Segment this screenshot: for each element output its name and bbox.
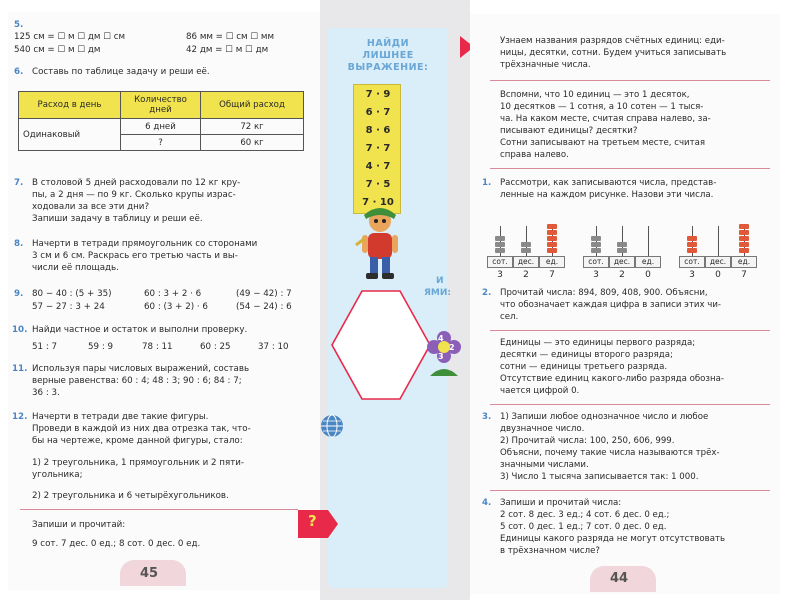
place-label: дес. [609, 256, 635, 268]
divider [490, 168, 770, 169]
table-row-label: Одинаковый [19, 119, 121, 151]
abacus-bead [591, 236, 601, 241]
ex5-row2-left: 540 см = ☐ м ☐ дм [14, 45, 101, 55]
ex11-line: Используя пары числовых выражений, составь [32, 364, 250, 374]
exercise-12-number: 12. [12, 412, 28, 422]
abacus-bead [495, 236, 505, 241]
ex10-item: 37 : 10 [258, 342, 289, 352]
divider [490, 330, 770, 331]
remember-line: 10 десятков — 1 сотня, а 10 сотен — 1 тыся- [500, 102, 704, 112]
table-header: Общий расход [201, 92, 304, 119]
ex10-item: 51 : 7 [32, 342, 58, 352]
ex2-line: Прочитай числа: 894, 809, 408, 900. Объясни, [500, 288, 708, 298]
ex12-line: угольника; [32, 470, 83, 480]
abacus-bead [617, 242, 627, 247]
place-label: ед. [635, 256, 661, 268]
ex5-row1-right: 86 мм = ☐ см ☐ мм [186, 32, 275, 42]
ex10-item: 78 : 11 [142, 342, 173, 352]
abacus-bead [495, 248, 505, 253]
ex11-line: верные равенства: 60 : 4; 48 : 3; 90 : 6; 84 : 7; [32, 376, 242, 386]
place-label: сот. [679, 256, 705, 268]
ex7-line: Запиши задачу в таблицу и реши её. [32, 214, 203, 224]
place-digit: 2 [619, 270, 625, 280]
panel-heading: ЛИШНЕЕ [362, 50, 414, 61]
abacus-bead [547, 236, 557, 241]
exercise-6-number: 6. [14, 67, 24, 77]
place-digit: 3 [689, 270, 695, 280]
expression-list [353, 84, 401, 214]
expression-item: 4 · 7 [365, 161, 391, 172]
intro-line: трёхзначные числа. [500, 60, 591, 70]
ex9-expr: 80 − 40 : (5 + 35) [32, 289, 112, 299]
place-digit: 3 [497, 270, 503, 280]
ex4-line: 2 сот. 8 дес. 3 ед.; 4 сот. 6 дес. 0 ед.; [500, 510, 670, 520]
exercise-8-number: 8. [14, 239, 24, 249]
left-page [8, 12, 320, 590]
ex3-line: 3) Число 1 тысяча записывается так: 1 000. [500, 472, 699, 482]
remember-line: Вспомни, что 10 единиц — это 1 десяток, [500, 90, 690, 100]
place-label: дес. [513, 256, 539, 268]
abacus-bead [495, 242, 505, 247]
ex4-line: 5 сот. 0 дес. 1 ед.; 7 сот. 0 дес. 0 ед. [500, 522, 667, 532]
place-label: ед. [731, 256, 757, 268]
flower-badge-icon [424, 330, 464, 378]
abacus-bead [739, 248, 749, 253]
ex12-line: бы на чертеже, кроме данной фигуры, стало: [32, 436, 243, 446]
badge-number: 2 [449, 343, 455, 352]
exercise-7-number: 7. [14, 178, 24, 188]
remember-line: Сотни записывают на третьем месте, считая [500, 138, 706, 148]
expression-item: 7 · 5 [365, 179, 391, 190]
abacus-bead [739, 236, 749, 241]
ex1-line: Рассмотри, как записываются числа, представ- [500, 178, 717, 188]
exercise-2-number: 2. [482, 288, 492, 298]
expression-item: 7 · 9 [365, 89, 391, 100]
table-cell: ? [121, 135, 201, 151]
bottom-task-line: Запиши и прочитай: [32, 520, 126, 530]
rule-line: Единицы — это единицы первого разряда; [500, 338, 696, 348]
abacus-bead [547, 230, 557, 235]
ex2-line: сел. [500, 312, 519, 322]
panel-heading: НАЙДИ [366, 38, 410, 49]
divider [490, 404, 770, 405]
expression-item: 7 · 7 [365, 143, 391, 154]
ex12-line: Проведи в каждой из них два отрезка так, что- [32, 424, 251, 434]
expression-item: 8 · 6 [365, 125, 391, 136]
expression-item: 7 · 10 [362, 197, 394, 208]
exercise-10-number: 10. [12, 325, 28, 335]
place-digit: 0 [645, 270, 651, 280]
ex12-line: 2) 2 треугольника и 6 четырёхугольников. [32, 491, 229, 501]
ex10-item: 60 : 25 [200, 342, 231, 352]
page-number: 45 [140, 566, 159, 581]
ex8-line: Начерти в тетради прямоугольник со сторонами [32, 239, 258, 249]
exercise-11-number: 11. [12, 364, 28, 374]
table-cell: 60 кг [201, 135, 304, 151]
abacus-rod [718, 226, 719, 256]
ex12-line: 1) 2 треугольника, 1 прямоугольник и 2 пяти- [32, 458, 245, 468]
ex6-text: Составь по таблице задачу и реши её. [32, 67, 210, 77]
ex4-line: в трёхзначном числе? [500, 546, 600, 556]
ex9-expr: 57 − 27 : 3 + 24 [32, 302, 105, 312]
table-header: Расход в день [19, 92, 121, 119]
badge-number: 3 [438, 352, 444, 361]
abacus-bead [521, 242, 531, 247]
place-digit: 7 [741, 270, 747, 280]
ex10-item: 59 : 9 [88, 342, 114, 352]
place-digit: 3 [593, 270, 599, 280]
ex5-row1-left: 125 см = ☐ м ☐ дм ☐ см [14, 32, 126, 42]
ex3-line: 1) Запиши любое однозначное число и любое [500, 412, 709, 422]
rule-line: десятки — единицы второго разряда; [500, 350, 673, 360]
panel-heading: ВЫРАЖЕНИЕ: [347, 62, 429, 73]
page-number: 44 [610, 571, 629, 586]
ex7-line: В столовой 5 дней расходовали по 12 кг кру- [32, 178, 241, 188]
divider [20, 509, 298, 510]
ex4-line: Запиши и прочитай числа: [500, 498, 622, 508]
ex10-text: Найди частное и остаток и выполни проверку. [32, 325, 248, 335]
table-cell: 72 кг [201, 119, 304, 135]
table-header: Количество дней [121, 92, 201, 119]
ex3-line: двузначное число. [500, 424, 585, 434]
ex3-line: 2) Прочитай числа: 100, 250, 606, 999. [500, 436, 675, 446]
abacus-bead [739, 230, 749, 235]
rule-line: сотни — единицы третьего разряда. [500, 362, 668, 372]
abacus-bead [521, 248, 531, 253]
abacus-bead [547, 242, 557, 247]
ex7-line: ходовали за все эти дни? [32, 202, 150, 212]
middle-column [308, 0, 470, 600]
exercise-5-number: 5. [14, 20, 24, 30]
abacus-bead [617, 248, 627, 253]
abacus-bead [547, 248, 557, 253]
ex12-line: Начерти в тетради две такие фигуры. [32, 412, 209, 422]
partial-heading: И [436, 276, 444, 286]
ex5-row2-right: 42 дм = ☐ м ☐ дм [186, 45, 269, 55]
place-digit: 0 [715, 270, 721, 280]
rule-line: чается цифрой 0. [500, 386, 580, 396]
ex8-line: 3 см и 6 см. Раскрась его третью часть и вы- [32, 251, 238, 261]
cartoon-character-icon [350, 205, 410, 285]
ex9-expr: (49 − 42) : 7 [236, 289, 292, 299]
bottom-task-line: 9 сот. 7 дес. 0 ед.; 8 сот. 0 дес. 0 ед. [32, 539, 201, 549]
exercise-9-number: 9. [14, 289, 24, 299]
abacus-bead [591, 242, 601, 247]
question-tab-icon[interactable] [298, 510, 338, 538]
place-label: дес. [705, 256, 731, 268]
globe-icon[interactable] [320, 414, 344, 438]
ex4-line: Единицы какого разряда не могут отсутствовать [500, 534, 726, 544]
right-page [470, 14, 780, 594]
abacus-bead [739, 224, 749, 229]
intro-line: Узнаем названия разрядов счётных единиц: еди- [500, 36, 725, 46]
question-mark: ? [308, 512, 317, 530]
abacus-bead [591, 248, 601, 253]
hexagon-shape-icon [324, 288, 434, 403]
divider [490, 490, 770, 491]
place-label: ед. [539, 256, 565, 268]
badge-number: 4 [438, 334, 444, 343]
abacus-rod [648, 226, 649, 256]
abacus-bead [547, 224, 557, 229]
table-cell: 6 дней [121, 119, 201, 135]
remember-line: справа налево. [500, 150, 569, 160]
task-table [18, 91, 304, 151]
place-digit: 7 [549, 270, 555, 280]
ex2-line: что обозначает каждая цифра в записи этих чи- [500, 300, 722, 310]
abacus-bead [687, 242, 697, 247]
intro-line: ницы, десятки, сотни. Будем учиться записывать [500, 48, 727, 58]
abacus-bead [687, 236, 697, 241]
ex9-expr: 60 : (3 + 2) · 6 [144, 302, 208, 312]
exercise-4-number: 4. [482, 498, 492, 508]
remember-line: писывают единицы? десятки? [500, 126, 638, 136]
ex8-line: числи её площадь. [32, 263, 119, 273]
divider [490, 80, 770, 81]
ex11-line: 36 : 3. [32, 388, 60, 398]
ex1-line: ленные на каждом рисунке. Назови эти числа. [500, 190, 714, 200]
remember-line: ча. На каком месте, считая справа налево, за- [500, 114, 711, 124]
ex9-expr: (54 − 24) : 6 [236, 302, 292, 312]
exercise-3-number: 3. [482, 412, 492, 422]
abacus-bead [687, 248, 697, 253]
ex7-line: пы, а 2 дня — по 9 кг. Сколько крупы израс- [32, 190, 236, 200]
place-label: сот. [583, 256, 609, 268]
place-digit: 2 [523, 270, 529, 280]
ex3-line: значными числами. [500, 460, 589, 470]
place-label: сот. [487, 256, 513, 268]
abacus-bead [739, 242, 749, 247]
partial-heading: ЯМИ: [424, 288, 452, 298]
rule-line: Отсутствие единиц какого-либо разряда обозна- [500, 374, 724, 384]
ex9-expr: 60 : 3 + 2 · 6 [144, 289, 202, 299]
exercise-1-number: 1. [482, 178, 492, 188]
ex3-line: Объясни, почему такие числа называются трёх- [500, 448, 720, 458]
expression-item: 6 · 7 [365, 107, 391, 118]
